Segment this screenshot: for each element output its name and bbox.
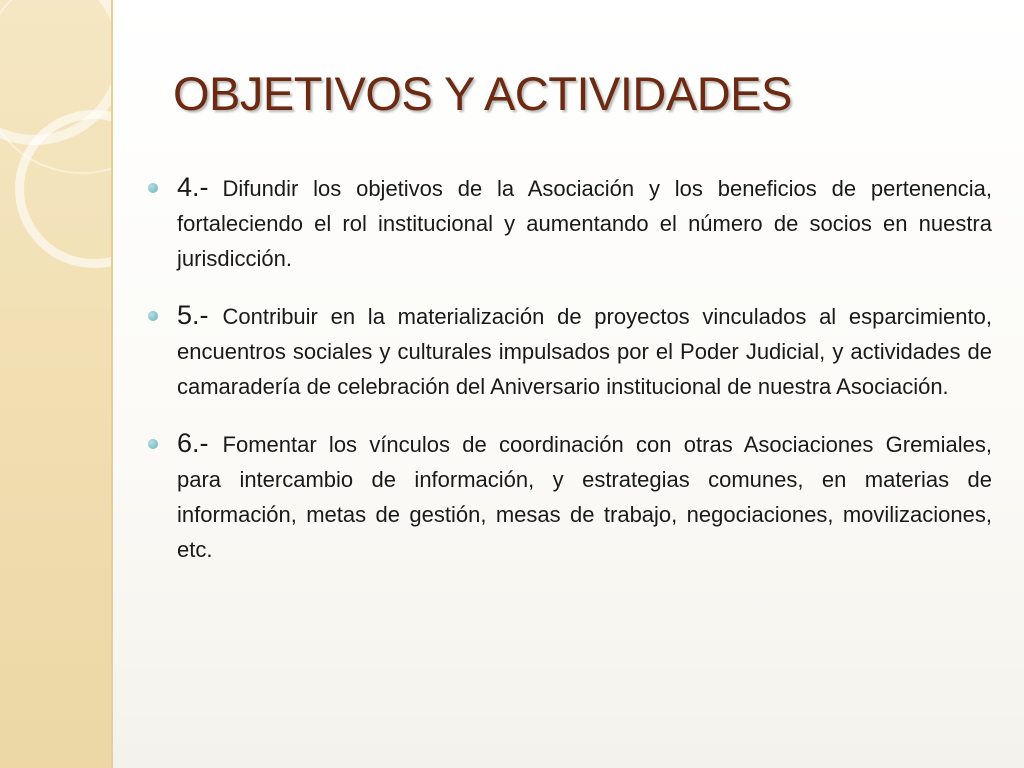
item-number: 5.-: [177, 300, 209, 330]
slide-title: OBJETIVOS Y ACTIVIDADES: [173, 67, 792, 120]
item-text: Difundir los objetivos de la Asociación y los beneficios de pertenencia, fortaleciendo el rol institucional y aumentando el número de socios en nuestra jurisdicción.: [177, 176, 992, 271]
list-item: [142, 426, 992, 567]
item-text: Contribuir en la materialización de proyectos vinculados al esparcimiento, encuentros sociales y culturales impulsados por el Poder Judicial, y actividades de camaradería de celebración del Aniversario institucional de nuestra Asociación.: [177, 304, 992, 399]
item-number: 6.-: [177, 428, 209, 458]
item-number: 4.-: [177, 172, 209, 202]
bullet-icon: [148, 439, 158, 449]
decorative-side-band: [0, 0, 113, 768]
bullet-icon: [148, 183, 158, 193]
list-item: [142, 298, 992, 404]
objectives-list: [142, 170, 992, 589]
list-item: [142, 170, 992, 276]
item-text: Fomentar los vínculos de coordinación con otras Asociaciones Gremiales, para intercambio de información, y estrategias comunes, en materias de información, metas de gestión, mesas de trabajo, negociaciones, movilizaciones, etc.: [177, 432, 992, 562]
bullet-icon: [148, 311, 158, 321]
